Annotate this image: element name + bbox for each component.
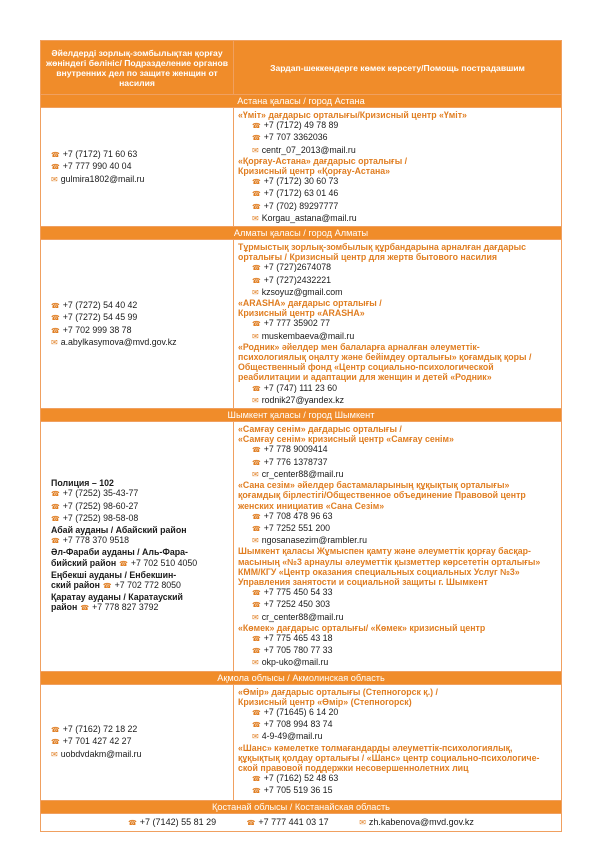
organization-name: қоғамдық бірлестігі/Общественное объединение Правовой центр	[238, 490, 526, 501]
email-address[interactable]: ✉ gulmira1802@mail.ru	[51, 174, 144, 184]
district-name: Абай ауданы / Абайский район	[51, 524, 187, 535]
phone-number[interactable]: ☎ +7 (71645) 6 14 20	[252, 707, 338, 717]
email-address[interactable]: ✉ centr_07_2013@mail.ru	[252, 145, 356, 155]
email-line	[51, 174, 233, 185]
phone-number[interactable]: ☎ +7 (727)2674078	[252, 262, 331, 272]
phone-line	[238, 383, 561, 395]
phone-number[interactable]: ☎ +7 705 780 77 33	[252, 645, 332, 655]
email-line	[238, 657, 561, 668]
phone-number[interactable]: ☎ +7 (7162) 72 18 22	[51, 724, 137, 734]
email-address[interactable]: ✉ Korgau_astana@mail.ru	[252, 213, 357, 223]
organization-name: ской правовой поддержки несовершеннолетних лиц	[238, 762, 469, 773]
organization-name: құқықтық қолдау орталығы / «Шанс» центр социально-психологиче-	[238, 752, 540, 763]
phone-line	[238, 707, 561, 719]
phone-number[interactable]: ☎ +7 775 450 54 33	[252, 587, 332, 597]
phone-line	[238, 599, 561, 611]
phone-number[interactable]: ☎ +7 (747) 111 23 60	[252, 383, 337, 393]
phone-number[interactable]: ☎ +7 (7172) 71 60 63	[51, 149, 137, 159]
phone-line	[238, 176, 561, 188]
phone-line	[238, 120, 561, 132]
organization-name: «Сана сезім» әйелдер бастамаларының құқықтық орталығы»	[238, 480, 510, 491]
region-title-kostanay: Қостанай облысы / Костанайская область	[41, 800, 562, 813]
phone-number[interactable]: ☎ +7 (727)2432221	[252, 275, 331, 285]
table-row-kostanay	[41, 813, 562, 831]
help-contacts-almaty	[234, 240, 562, 409]
table-row-akmola	[41, 684, 562, 800]
phone-line	[238, 457, 561, 469]
district-name: Әл-Фараби ауданы / Аль-Фара-	[51, 547, 188, 558]
organization-name: психологиялық оңалту және бейімдеу орталығы» қоғамдық қоры /	[238, 352, 532, 363]
phone-number[interactable]: ☎ +7 7252 450 303	[252, 599, 330, 609]
organization-name: Управления занятости и социальной защиты г. Шымкент	[238, 576, 488, 587]
phone-line	[51, 325, 233, 337]
header-left: Әйелдерді зорлық-зомбылықтан қорғау жөніндегі бөлініс/ Подразделение органов внутренних дел по защите женщин от насилия	[41, 41, 234, 95]
organization-name: Кризисный центр «Қорғау-Астана»	[238, 166, 391, 177]
email-line	[238, 145, 561, 156]
region-row-akmola	[41, 671, 562, 684]
district-name: район	[51, 602, 78, 613]
help-contacts-shymkent	[234, 422, 562, 671]
organization-name: орталығы / Кризисный центр для жертв бытового насилия	[238, 252, 498, 263]
help-contacts-akmola	[234, 684, 562, 800]
district-phone-line	[51, 580, 233, 592]
district-name: Қаратау ауданы / Каратауский	[51, 592, 183, 603]
phone-number[interactable]: ☎ +7 707 3362036	[252, 132, 328, 142]
email-address[interactable]: ✉ okp-uko@mail.ru	[252, 657, 328, 667]
email-address[interactable]: ✉ kzsoyuz@gmail.com	[252, 287, 343, 297]
police-contacts-shymkent	[41, 422, 234, 671]
organization-name: реабилитации и адаптации для женщин и детей «Родник»	[238, 372, 492, 383]
phone-number[interactable]: ☎ +7 (7272) 54 40 42	[51, 300, 137, 310]
organization-name: масының «№3 арнаулы әлеуметтік қызметтер көрсететін орталығы»	[238, 556, 541, 567]
phone-line	[238, 132, 561, 144]
phone-line	[51, 736, 233, 748]
phone-line	[238, 523, 561, 535]
organization-name: «Қорғау-Астана» дағдарыс орталығы /	[238, 155, 408, 166]
contacts-kostanay	[41, 813, 562, 831]
police-line: Полиция – 102	[51, 478, 114, 489]
organization-name: «ARASHA» дағдарыс орталығы /	[238, 298, 382, 309]
region-title-akmola: Ақмола облысы / Акмолинская область	[41, 671, 562, 684]
organization-name: «Самғау сенім» кризисный центр «Самғау сенім»	[238, 434, 454, 445]
organization-name: «Родник» әйелдер мен балаларға арналған әлеуметтік-	[238, 341, 480, 352]
organization-name: Шымкент қаласы Жұмыспен қамту және әлеуметтік қорғау басқар-	[238, 546, 531, 557]
phone-number[interactable]: ☎ +7 702 772 8050	[103, 580, 181, 590]
email-line	[51, 337, 233, 348]
phone-line	[238, 645, 561, 657]
email-kostanay[interactable]: ✉ zh.kabenova@mvd.gov.kz	[359, 817, 474, 827]
phone-number[interactable]: ☎ +7 (7272) 54 45 99	[51, 312, 137, 322]
phone-number[interactable]: ☎ +7 777 990 40 04	[51, 161, 131, 171]
email-address[interactable]: ✉ cr_center88@mail.ru	[252, 469, 343, 479]
organization-name: Кризисный центр «Өмір» (Степногорск)	[238, 696, 412, 707]
phone-number[interactable]: ☎ +7 (7252) 35-43-77	[51, 488, 138, 498]
region-title-astana: Астана қаласы / город Астана	[41, 95, 562, 108]
email-line	[238, 469, 561, 480]
table-row-shymkent	[41, 422, 562, 671]
district-phone-line	[51, 602, 233, 614]
email-address[interactable]: ✉ 4-9-49@mail.ru	[252, 731, 322, 741]
police-contacts-astana	[41, 108, 234, 227]
email-address[interactable]: ✉ cr_center88@mail.ru	[252, 612, 343, 622]
organization-name: «Шанс» кәмелетке толмағандарды әлеуметтік-психологиялық,	[238, 742, 513, 753]
email-line	[238, 395, 561, 406]
region-title-almaty: Алматы қаласы / город Алматы	[41, 227, 562, 240]
phone-line	[51, 149, 233, 161]
phone-number[interactable]: ☎ +7 (7172) 30 60 73	[252, 176, 338, 186]
organization-name: «Үміт» дағдарыс орталығы/Кризисный центр «Үміт»	[238, 110, 467, 120]
phone-line	[238, 511, 561, 523]
phone-line	[238, 719, 561, 731]
email-address[interactable]: ✉ ngosanasezim@rambler.ru	[252, 535, 367, 545]
phone-number[interactable]: ☎ +7 (7252) 98-58-08	[51, 513, 138, 523]
region-row-astana	[41, 95, 562, 108]
phone-line	[51, 724, 233, 736]
phone-line	[238, 785, 561, 797]
district-name: бийский район	[51, 557, 117, 568]
phone-number[interactable]: ☎ +7 778 827 3792	[80, 602, 158, 612]
email-line	[238, 331, 561, 342]
email-address[interactable]: ✉ uobdvdakm@mail.ru	[51, 749, 142, 759]
phone-line	[51, 513, 233, 525]
phone-line	[51, 161, 233, 173]
email-line	[238, 612, 561, 623]
district-name: Еңбекші ауданы / Енбекшин-	[51, 569, 177, 580]
phone-number[interactable]: ☎ +7 705 519 36 15	[252, 785, 332, 795]
help-contacts-astana	[234, 108, 562, 227]
phone-number[interactable]: ☎ +7 7252 551 200	[252, 523, 330, 533]
phone-line	[51, 488, 233, 500]
phone-line	[238, 444, 561, 456]
phone-line	[51, 312, 233, 324]
email-address[interactable]: ✉ rodnik27@yandex.kz	[252, 395, 344, 405]
email-address[interactable]: ✉ muskembaeva@mail.ru	[252, 331, 354, 341]
email-line	[238, 213, 561, 224]
table-header-row	[41, 41, 562, 95]
email-line	[238, 287, 561, 298]
organization-name: «Өмір» дағдарыс орталығы (Степногорск қ.) /	[238, 686, 438, 697]
phone-line	[238, 773, 561, 785]
region-row-shymkent	[41, 409, 562, 422]
phone-kostanay-2[interactable]: ☎ +7 777 441 03 17	[247, 817, 329, 827]
phone-number[interactable]: ☎ +7 (7252) 98-60-27	[51, 501, 138, 511]
phone-number[interactable]: ☎ +7 701 427 42 27	[51, 736, 131, 746]
region-row-kostanay	[41, 800, 562, 813]
phone-line	[238, 262, 561, 274]
phone-line	[51, 300, 233, 312]
phone-number[interactable]: ☎ +7 (7172) 63 01 46	[252, 188, 338, 198]
district-name: ский район	[51, 579, 100, 590]
phone-number[interactable]: ☎ +7 708 994 83 74	[252, 719, 332, 729]
phone-line	[238, 587, 561, 599]
phone-number[interactable]: ☎ +7 702 999 38 78	[51, 325, 131, 335]
phone-number[interactable]: ☎ +7 708 478 96 63	[252, 511, 332, 521]
region-row-almaty	[41, 227, 562, 240]
phone-number[interactable]: ☎ +7 702 510 4050	[119, 558, 197, 568]
organization-name: Тұрмыстық зорлық-зомбылық құрбандарына арналған дағдарыс	[238, 242, 527, 253]
phone-number[interactable]: ☎ +7 775 465 43 18	[252, 633, 332, 643]
phone-line	[238, 275, 561, 287]
organization-name: «Самғау сенім» дағдарыс орталығы /	[238, 424, 402, 435]
contacts-page	[40, 40, 562, 832]
phone-number[interactable]: ☎ +7 776 1378737	[252, 457, 328, 467]
phone-number[interactable]: ☎ +7 (702) 89297777	[252, 201, 338, 211]
phone-line	[51, 501, 233, 513]
contacts-table	[40, 40, 562, 832]
table-row-astana	[41, 108, 562, 227]
phone-line	[238, 318, 561, 330]
district-phone-line	[51, 558, 233, 570]
phone-number[interactable]: ☎ +7 778 370 9518	[51, 535, 129, 545]
organization-name: «Көмек» дағдарыс орталығы/ «Көмек» кризисный центр	[238, 622, 486, 633]
email-address[interactable]: ✉ a.abylkasymova@mvd.gov.kz	[51, 337, 177, 347]
phone-number[interactable]: ☎ +7 777 35902 77	[252, 318, 330, 328]
phone-line	[238, 188, 561, 200]
email-line	[51, 749, 233, 760]
phone-line	[238, 201, 561, 213]
organization-name: Кризисный центр «ARASHA»	[238, 308, 365, 319]
region-title-shymkent: Шымкент қаласы / город Шымкент	[41, 409, 562, 422]
police-contacts-almaty	[41, 240, 234, 409]
header-right: Зардап-шеккендерге көмек көрсету/Помощь пострадавшим	[234, 41, 562, 95]
phone-number[interactable]: ☎ +7 (7172) 49 78 89	[252, 120, 338, 130]
phone-line	[238, 633, 561, 645]
table-row-almaty	[41, 240, 562, 409]
phone-number[interactable]: ☎ +7 778 9009414	[252, 444, 328, 454]
organization-name: Общественный фонд «Центр социально-психологической	[238, 362, 494, 373]
organization-name: КММ/КГУ «Центр оказания специальных социальных Услуг №3»	[238, 566, 520, 577]
organization-name: женских инициатив «Сана Сезім»	[238, 500, 385, 511]
police-contacts-akmola	[41, 684, 234, 800]
phone-kostanay-1[interactable]: ☎ +7 (7142) 55 81 29	[128, 817, 216, 827]
phone-line	[51, 535, 233, 547]
email-line	[238, 731, 561, 742]
phone-number[interactable]: ☎ +7 (7162) 52 48 63	[252, 773, 338, 783]
email-line	[238, 535, 561, 546]
